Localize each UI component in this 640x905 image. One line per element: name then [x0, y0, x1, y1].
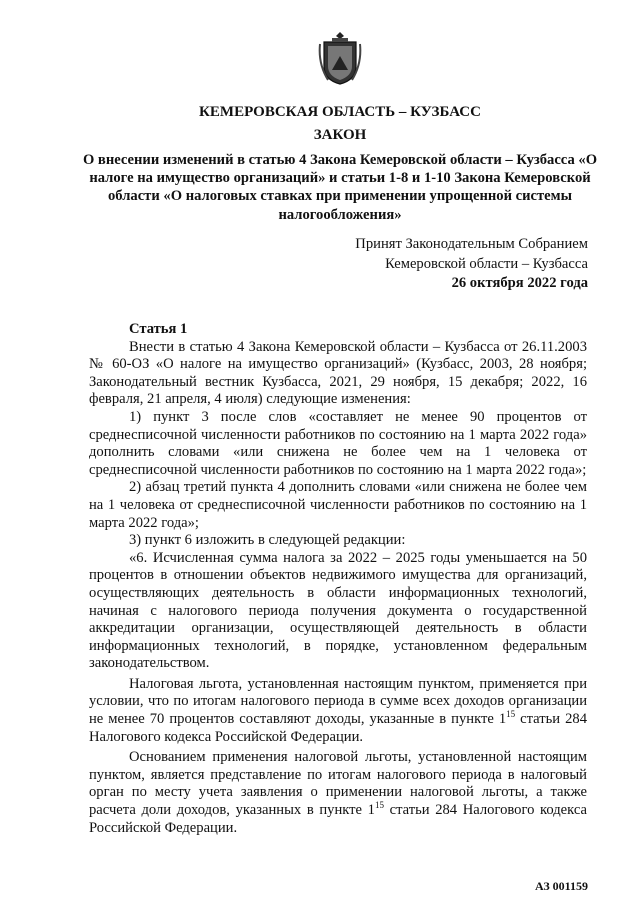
paragraph-1: Внести в статью 4 Закона Кемеровской области – Кузбасса от 26.11.2003 № 60-ОЗ «О налоге на имущество организаций» (Кузбасс, 2003, 28 ноября; Законодательный вестник Кузбасса, 2021, 29 ноября, 15 декабря; 2022, 16 февраля, 21 апреля, 4 июля) следующие изменения: — [89, 338, 587, 408]
document-type: ЗАКОН — [313, 127, 367, 143]
paragraph-2: 1) пункт 3 после слов «составляет не менее 90 процентов от среднесписочной численности работников по состоянию на 1 марта 2022 года» дополнить словами «или снижена не более чем на 1 человека от среднесписочной численности работников по состоянию на 1 марта 2022 года»; — [89, 408, 587, 478]
paragraph-6 — [89, 676, 587, 746]
article-heading: Статья 1 — [129, 321, 188, 337]
paragraph-7-text: Основанием применения налоговой льготы, установленной настоящим пунктом, является представление по итогам налогового периода в налоговый орган по месту учета заявления о применении налоговой льготы, а также расчета доли доходов, указанных в пункте 1 — [89, 749, 587, 819]
paragraph-7-superscript: 15 — [374, 800, 384, 811]
paragraph-3: 2) абзац третий пункта 4 дополнить словами «или снижена не более чем на 1 человека от среднесписочной численности работников по состоянию на 1 марта 2022 года»; — [89, 479, 587, 531]
paragraph-4: 3) пункт 6 изложить в следующей редакции: — [129, 532, 406, 549]
article-body — [89, 321, 587, 837]
form-code: АЗ 001159 — [534, 879, 588, 893]
adoption-block — [355, 235, 588, 294]
paragraph-6-text: Налоговая льгота, установленная настоящим пунктом, применяется при условии, что по итогам налогового периода в сумме всех доходов организации не менее 70 процентов составляют доходы, указанные в пункте 1 — [89, 675, 587, 728]
coat-of-arms-icon — [318, 30, 362, 86]
law-title: О внесении изменений в статью 4 Закона Кемеровской области – Кузбасса «О налоге на имущество организаций» и статьи 1-8 и 1-10 Закона Кемеровской области «О налоговых ставках при применении упрощенной системы налогообложения» — [82, 152, 598, 223]
paragraph-6-superscript: 15 — [506, 709, 516, 720]
paragraph-7-text-end: статьи 284 Налогового кодекса Российской Федерации. — [89, 802, 587, 836]
adoption-line-2: Кемеровской области – Кузбасса — [385, 255, 588, 272]
paragraph-6-text-end: статьи 284 Налогового кодекса Российской Федерации. — [89, 711, 588, 745]
adoption-date: 26 октября 2022 года — [451, 275, 588, 291]
adoption-line-1: Принят Законодательным Собранием — [355, 236, 588, 252]
paragraph-7 — [89, 749, 587, 837]
region-name: КЕМЕРОВСКАЯ ОБЛАСТЬ – КУЗБАСС — [199, 104, 481, 120]
paragraph-5: «6. Исчисленная сумма налога за 2022 – 2025 годы уменьшается на 50 процентов в отношении объектов недвижимого имущества для организаций, осуществляющих деятельность в области информационных технологий, начиная с налогового периода получения документа о государственной аккредитации организации, осуществляющей деятельность в области информационных технологий, в порядке, установленном федеральным законодательством. — [89, 549, 587, 672]
